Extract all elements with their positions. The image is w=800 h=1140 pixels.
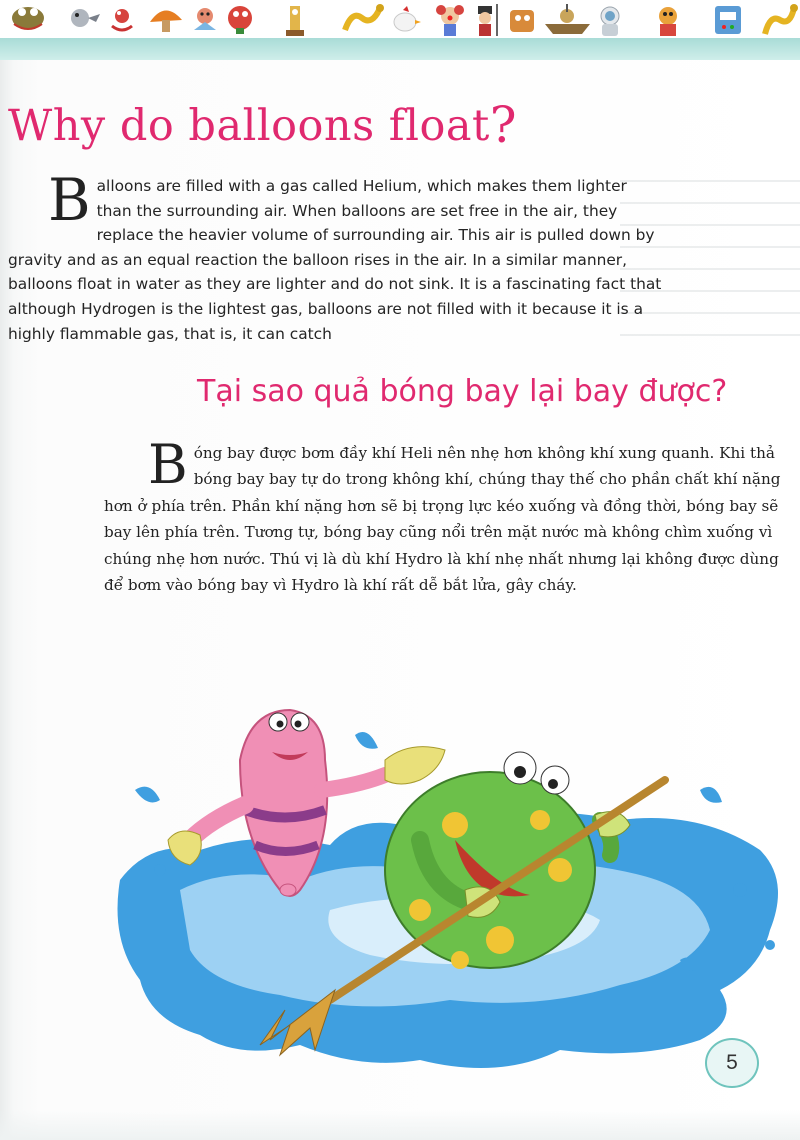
vietnamese-body: óng bay được bơm đầy khí Heli nên nhẹ hơn không khí xung quanh. Khi thả bóng bay bay tự do trong không khí, chúng thay thế cho phần chất khí nặng hơn ở phía trên. Phần khí nặng hơn sẽ bị trọng lực kéo xuống và đồng thời, bóng bay sẽ bay lên phía trên. Tương tự, bóng bay cũng nổi trên mặt nước mà không chìm xuống vì chúng nhẹ hơn nước. Thú vị là dù khí Hydro là khí nhẹ nhất nhưng lại không được dùng để bơm vào bóng bay vì Hydro là khí rất dễ bắt lửa, gây cháy. — [104, 444, 781, 595]
vietnamese-title: Tại sao quả bóng bay lại bay được? — [197, 374, 728, 409]
page-bottom-shade — [0, 1110, 800, 1140]
boat-icon — [545, 4, 590, 34]
mushroom-icon — [150, 10, 182, 32]
header-icons — [0, 0, 800, 40]
heart-icon — [112, 9, 132, 30]
pencil-icon — [228, 6, 252, 34]
vietnamese-paragraph — [104, 433, 784, 598]
english-title: Why do balloons float? — [8, 96, 518, 154]
trophy-icon — [286, 6, 304, 36]
bird-icon — [71, 9, 100, 27]
header-band — [0, 38, 800, 60]
snake-icon — [345, 4, 384, 30]
frog-icon — [12, 7, 44, 29]
robot-icon — [659, 7, 677, 36]
english-paragraph — [8, 166, 664, 346]
question-mark: ? — [489, 96, 518, 154]
clown-icon — [436, 5, 464, 36]
angel-icon — [194, 8, 216, 30]
illustration — [0, 640, 800, 1100]
astronaut-icon — [601, 7, 619, 36]
chicken-icon — [394, 6, 421, 31]
snake-icon — [765, 4, 798, 34]
soldier-icon — [478, 4, 497, 36]
toy-icon — [510, 10, 534, 32]
vietnamese-dropcap: B — [148, 433, 188, 496]
english-dropcap: B — [48, 166, 91, 234]
english-body: alloons are filled with a gas called Helium, which makes them lighter than the surrounding air. When balloons are set free in the air, they replace the heavier volume of surrounding air. This air is pulled down by gravity and as an equal reaction the balloon rises in the air. In a similar manner, balloons float in water as they are lighter and do not sink. It is a fascinating fact that although Hydrogen is the lightest gas, balloons are not filled with it because it is a highly flammable gas, that is, it can catch — [8, 177, 662, 343]
page-number: 5 — [705, 1038, 759, 1088]
pot-icon — [715, 6, 741, 34]
